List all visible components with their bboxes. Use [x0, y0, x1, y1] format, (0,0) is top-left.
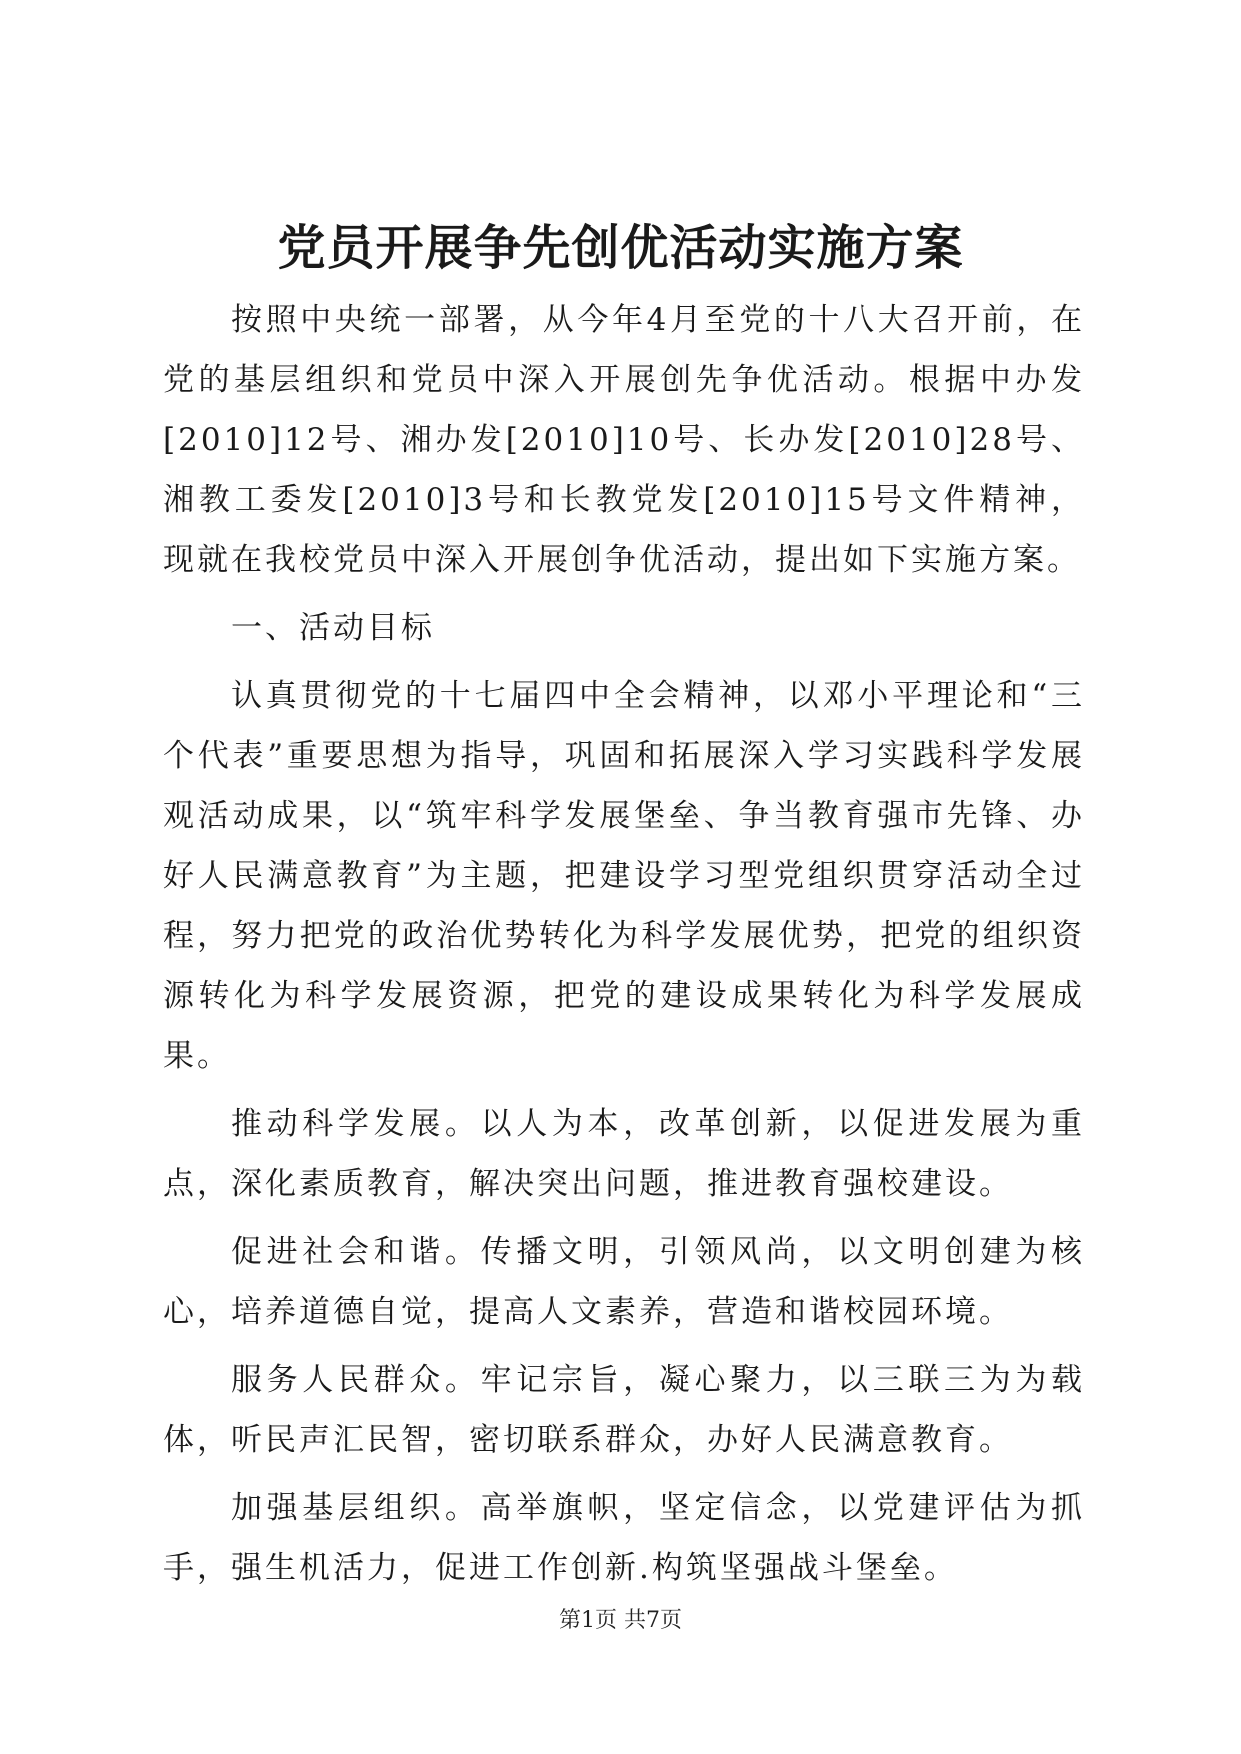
section-heading-activity-goals: 一、活动目标 — [231, 610, 435, 646]
document-title: 党员开展争先创优活动实施方案 — [277, 220, 964, 276]
paragraph-guiding-thought: 认真贯彻党的十七届四中全会精神，以邓小平理论和“三个代表”重要思想为指导，巩固和拓展深入学习实践科学发展观活动成果，以“筑牢科学发展堡垒、争当教育强市先锋、办好人民满意教育”为主题，把建设学习型党组织贯穿活动全过程，努力把党的政治优势转化为科学发展优势，把党的组织资源转化为科学发展资源，把党的建设成果转化为科学发展成果。 — [163, 678, 1085, 1074]
paragraph-serve-people: 服务人民群众。牢记宗旨，凝心聚力，以三联三为为载体，听民声汇民智，密切联系群众，办好人民满意教育。 — [163, 1362, 1085, 1458]
paragraph-promote-development: 推动科学发展。以人为本，改革创新，以促进发展为重点，深化素质教育，解决突出问题，推进教育强校建设。 — [163, 1106, 1085, 1202]
paragraph-intro: 按照中央统一部署，从今年4月至党的十八大召开前，在党的基层组织和党员中深入开展创先争优活动。根据中办发[2010]12号、湘办发[2010]10号、长办发[2010]28号、湘教工委发[2010]3号和长教党发[2010]15号文件精神，现就在我校党员中深入开展创争优活动，提出如下实施方案。 — [163, 302, 1085, 578]
paragraph-social-harmony: 促进社会和谐。传播文明，引领风尚，以文明创建为核心，培养道德自觉，提高人文素养，营造和谐校园环境。 — [163, 1234, 1085, 1330]
page-number-footer: 第1页 共7页 — [559, 1608, 682, 1633]
paragraph-strengthen-organization: 加强基层组织。高举旗帜，坚定信念，以党建评估为抓手，强生机活力，促进工作创新.构筑坚强战斗堡垒。 — [163, 1490, 1085, 1586]
document-body — [163, 290, 1085, 1606]
